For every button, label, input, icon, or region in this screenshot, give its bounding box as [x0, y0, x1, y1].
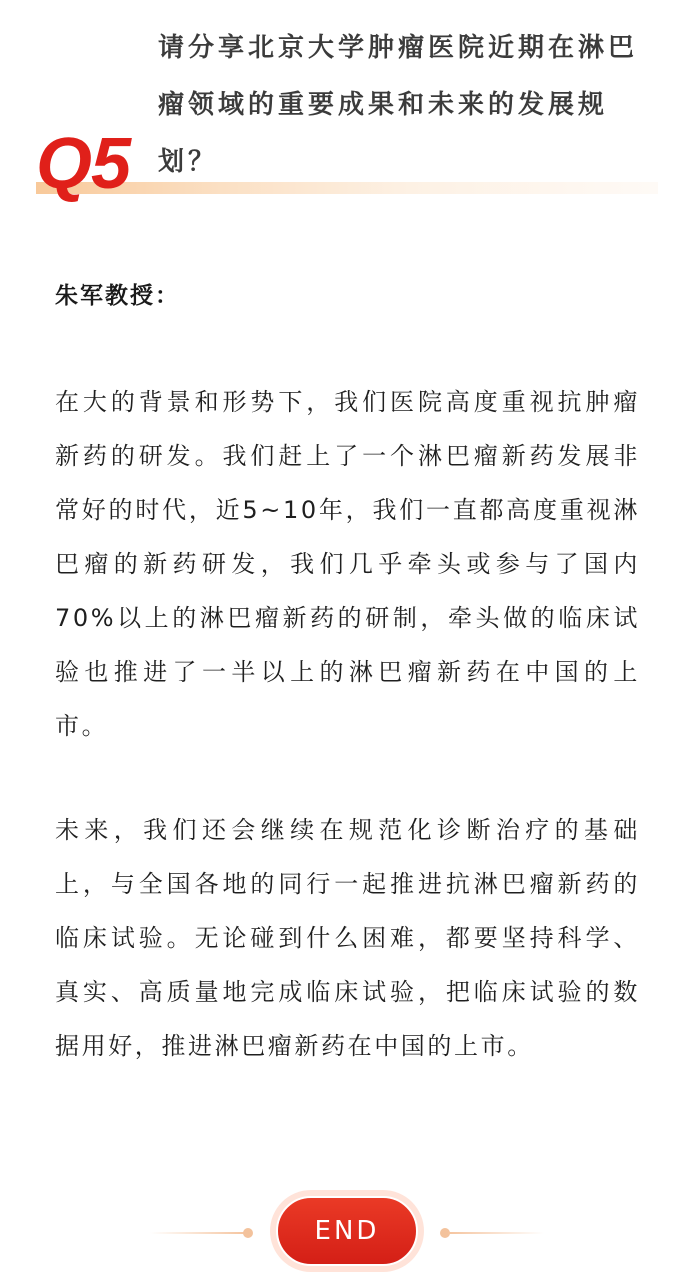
answer-speaker: 朱军教授：: [55, 283, 180, 309]
end-footer: [0, 1190, 693, 1276]
answer-paragraph-2: 未来，我们还会继续在规范化诊断治疗的基础上，与全国各地的同行一起推进抗淋巴瘤新药的临床试验。无论碰到什么困难，都要坚持科学、真实、高质量地完成临床试验，把临床试验的数据用好，推进淋巴瘤新药在中国的上市。: [55, 816, 640, 1060]
question-header: [0, 0, 693, 204]
end-divider-right: [448, 1232, 544, 1234]
question-text: 请分享北京大学肿瘤医院近期在淋巴瘤领域的重要成果和未来的发展规划？: [158, 33, 639, 177]
end-dot-left: [243, 1228, 253, 1238]
end-badge: [270, 1190, 424, 1272]
end-divider-left: [150, 1232, 246, 1234]
question-number-badge: Q5: [36, 124, 131, 204]
end-label: END: [276, 1196, 418, 1266]
answer-paragraph-1: 在大的背景和形势下，我们医院高度重视抗肿瘤新药的研发。我们赶上了一个淋巴瘤新药发展非常好的时代，近5~10年，我们一直都高度重视淋巴瘤的新药研发，我们几乎牵头或参与了国内70%以上的淋巴瘤新药的研制，牵头做的临床试验也推进了一半以上的淋巴瘤新药在中国的上市。: [55, 388, 640, 740]
